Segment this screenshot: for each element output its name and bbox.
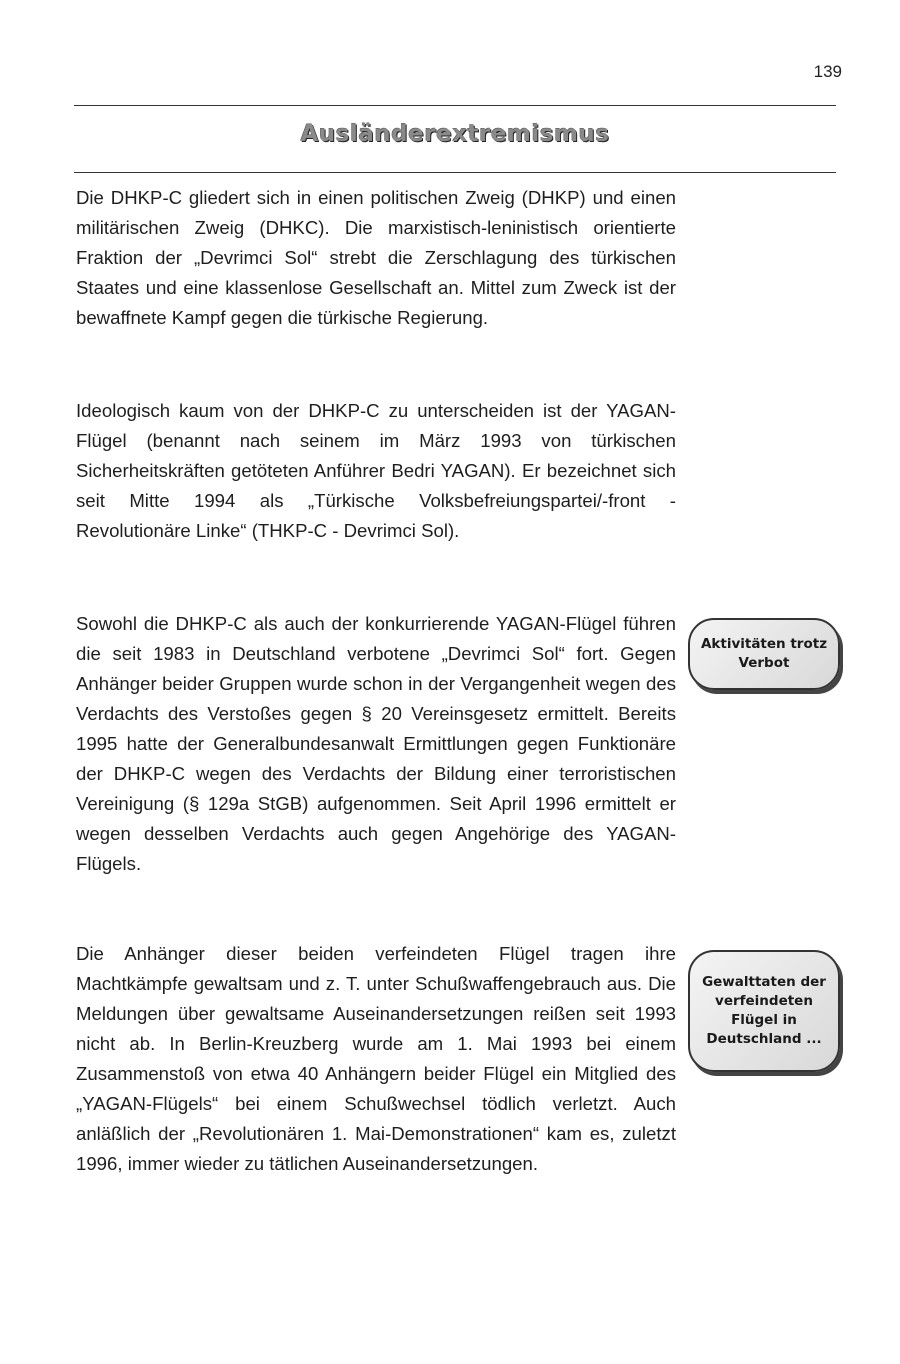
- paragraph-activities-despite-ban: Sowohl die DHKP-C als auch der konkurrierende YAGAN-Flügel führen die seit 1983 in Deutschland verbotene „Devrimci Sol“ fort. Gegen Anhänger beider Gruppen wurde schon in der Vergangenheit wegen des Verdachts des Verstoßes gegen § 20 Vereinsgesetz ermittelt. Bereits 1995 hatte der Generalbundesanwalt Ermittlungen gegen Funktionäre der DHKP-C wegen des Verdachts der Bildung einer terroristischen Vereinigung (§ 129a StGB) aufgenommen. Seit April 1996 ermittelt er wegen desselben Verdachts auch gegen Angehörige des YAGAN-Flügels.: [76, 613, 676, 874]
- page-number: 139: [813, 62, 842, 81]
- margin-note-activities-despite-ban: Aktivitäten trotz Verbot: [688, 618, 840, 690]
- paragraph-yagan-wing: Ideologisch kaum von der DHKP-C zu unterscheiden ist der YAGAN-Flügel (benannt nach seinem im März 1993 von türkischen Sicherheitskräften getöteten Anführer Bedri YAGAN). Er bezeichnet sich seit Mitte 1994 als „Türkische Volksbefreiungspartei/-front - Revolutionäre Linke“ (THKP-C - Devrimci Sol).: [76, 400, 676, 541]
- paragraph-violent-clashes: Die Anhänger dieser beiden verfeindeten Flügel tragen ihre Machtkämpfe gewaltsam und z. T. unter Schußwaffengebrauch aus. Die Meldungen über gewaltsame Auseinandersetzungen reißen seit 1993 nicht ab. In Berlin-Kreuzberg wurde am 1. Mai 1993 bei einem Zusammenstoß von etwa 40 Anhängern beider Flügel ein Mitglied des „YAGAN-Flügels“ bei einem Schußwechsel tödlich verletzt. Auch anläßlich der „Revolutionären 1. Mai-Demonstrationen“ kam es, zuletzt 1996, immer wieder zu tätlichen Auseinandersetzungen.: [76, 943, 676, 1174]
- chapter-title: Ausländerextremismus: [300, 121, 610, 147]
- paragraph-dhkp-c-structure: Die DHKP-C gliedert sich in einen politischen Zweig (DHKP) und einen militärischen Zweig (DHKC). Die marxistisch-leninistisch orientierte Fraktion der „Devrimci Sol“ strebt die Zerschlagung des türkischen Staates und eine klassenlose Gesellschaft an. Mittel zum Zweck ist der bewaffnete Kampf gegen die türkische Regierung.: [76, 187, 676, 328]
- margin-note-violent-acts: Gewalttaten der verfeindeten Flügel in Deutschland ...: [688, 950, 840, 1072]
- header-rule-top: [74, 105, 836, 106]
- header-rule-bottom: [74, 172, 836, 173]
